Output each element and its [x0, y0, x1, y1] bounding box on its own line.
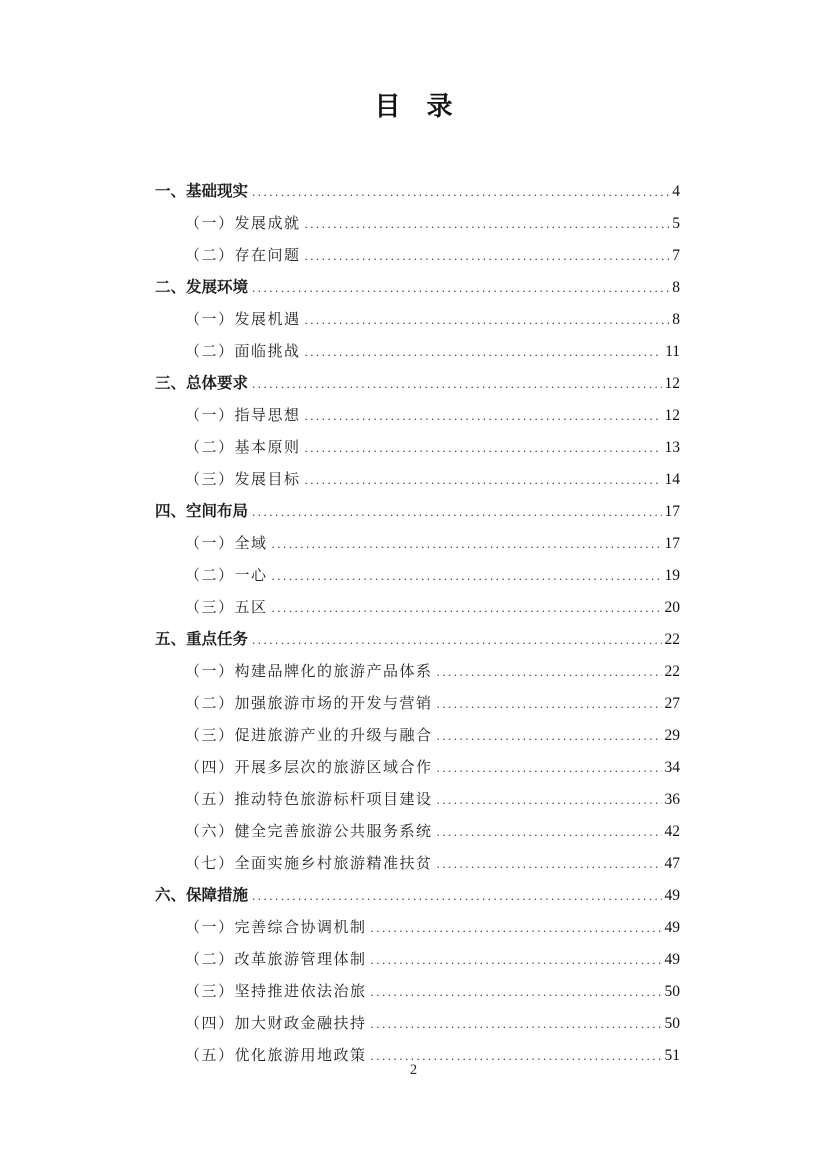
- toc-leader-dots: [371, 976, 662, 1008]
- toc-entry-page: 22: [664, 663, 680, 680]
- toc-entry[interactable]: [155, 624, 680, 656]
- toc-entry[interactable]: [155, 720, 680, 752]
- toc-entry[interactable]: [155, 368, 680, 400]
- toc-list: [155, 176, 680, 1072]
- toc-entry-label: （七）全面实施乡村旅游精准扶贫: [185, 856, 433, 872]
- toc-leader-dots: [371, 1008, 662, 1040]
- toc-entry-page: 49: [664, 919, 680, 936]
- toc-entry-label: （五）推动特色旅游标杆项目建设: [185, 792, 433, 808]
- toc-entry-page: 4: [672, 183, 680, 200]
- toc-leader-dots: [252, 624, 661, 656]
- toc-entry-page: 11: [665, 343, 680, 360]
- toc-entry-page: 49: [664, 951, 680, 968]
- toc-entry[interactable]: [155, 528, 680, 560]
- toc-entry[interactable]: [155, 176, 680, 208]
- toc-entry[interactable]: [155, 304, 680, 336]
- toc-leader-dots: [252, 496, 661, 528]
- toc-entry[interactable]: [155, 688, 680, 720]
- toc-leader-dots: [437, 688, 662, 720]
- toc-entry-page: 17: [664, 535, 680, 552]
- toc-entry[interactable]: [155, 240, 680, 272]
- toc-leader-dots: [371, 912, 662, 944]
- toc-entry-label: （四）加大财政金融扶持: [185, 1016, 367, 1032]
- toc-entry-label: （一）指导思想: [185, 408, 301, 424]
- toc-entry-page: 27: [664, 695, 680, 712]
- toc-entry-label: （一）发展成就: [185, 216, 301, 232]
- toc-leader-dots: [437, 752, 662, 784]
- toc-entry-page: 17: [664, 503, 680, 520]
- toc-title: 目 录: [374, 91, 453, 121]
- toc-entry-label: （三）促进旅游产业的升级与融合: [185, 728, 433, 744]
- toc-entry-label: （一）完善综合协调机制: [185, 920, 367, 936]
- toc-entry[interactable]: [155, 880, 680, 912]
- toc-entry-label: （二）基本原则: [185, 440, 301, 456]
- toc-leader-dots: [305, 432, 662, 464]
- toc-entry-label: （一）发展机遇: [185, 312, 301, 328]
- toc-entry[interactable]: [155, 336, 680, 368]
- toc-entry-label: 二、发展环境: [155, 279, 249, 296]
- toc-entry-label: （二）存在问题: [185, 248, 301, 264]
- toc-entry-page: 20: [664, 599, 680, 616]
- toc-leader-dots: [437, 720, 662, 752]
- toc-entry-page: 8: [672, 311, 680, 328]
- toc-entry-page: 34: [664, 759, 680, 776]
- toc-entry[interactable]: [155, 432, 680, 464]
- toc-entry-page: 12: [664, 407, 680, 424]
- toc-entry-page: 12: [664, 375, 680, 392]
- toc-leader-dots: [305, 304, 670, 336]
- toc-entry-page: 22: [664, 631, 680, 648]
- toc-entry-page: 47: [664, 855, 680, 872]
- toc-entry-label: （三）五区: [185, 600, 268, 616]
- toc-entry-label: （一）构建品牌化的旅游产品体系: [185, 664, 433, 680]
- toc-entry-page: 36: [664, 791, 680, 808]
- toc-entry[interactable]: [155, 912, 680, 944]
- toc-leader-dots: [437, 784, 662, 816]
- toc-entry-label: 四、空间布局: [155, 503, 249, 520]
- toc-entry[interactable]: [155, 208, 680, 240]
- toc-entry-label: （二）面临挑战: [185, 344, 301, 360]
- toc-entry-page: 50: [664, 1015, 680, 1032]
- toc-entry-page: 42: [664, 823, 680, 840]
- toc-leader-dots: [252, 272, 669, 304]
- toc-entry-label: 三、总体要求: [155, 375, 249, 392]
- toc-entry-page: 7: [672, 247, 680, 264]
- toc-entry-page: 49: [664, 887, 680, 904]
- toc-entry-page: 19: [664, 567, 680, 584]
- toc-leader-dots: [272, 592, 662, 624]
- toc-entry-page: 13: [664, 439, 680, 456]
- toc-leader-dots: [252, 368, 661, 400]
- toc-entry-label: （四）开展多层次的旅游区域合作: [185, 760, 433, 776]
- toc-entry-page: 50: [664, 983, 680, 1000]
- toc-entry-page: 29: [664, 727, 680, 744]
- toc-entry-page: 5: [672, 215, 680, 232]
- toc-leader-dots: [305, 208, 670, 240]
- toc-leader-dots: [305, 464, 662, 496]
- toc-entry-page: 51: [664, 1047, 680, 1064]
- toc-entry[interactable]: [155, 496, 680, 528]
- toc-entry[interactable]: [155, 656, 680, 688]
- toc-entry[interactable]: [155, 400, 680, 432]
- toc-leader-dots: [305, 336, 663, 368]
- toc-leader-dots: [437, 656, 662, 688]
- toc-entry-label: （二）加强旅游市场的开发与营销: [185, 696, 433, 712]
- toc-entry[interactable]: [155, 848, 680, 880]
- toc-entry[interactable]: [155, 816, 680, 848]
- footer-page-number: 2: [409, 1062, 418, 1078]
- toc-entry[interactable]: [155, 560, 680, 592]
- toc-entry[interactable]: [155, 1008, 680, 1040]
- toc-entry-page: 14: [664, 471, 680, 488]
- toc-leader-dots: [252, 176, 669, 208]
- toc-entry-label: （五）优化旅游用地政策: [185, 1048, 367, 1064]
- toc-entry-label: 一、基础现实: [155, 183, 249, 200]
- toc-entry[interactable]: [155, 752, 680, 784]
- toc-entry-label: 六、保障措施: [155, 887, 249, 904]
- toc-entry[interactable]: [155, 464, 680, 496]
- toc-entry[interactable]: [155, 272, 680, 304]
- toc-entry[interactable]: [155, 784, 680, 816]
- toc-leader-dots: [437, 848, 662, 880]
- toc-entry-label: （三）坚持推进依法治旅: [185, 984, 367, 1000]
- toc-leader-dots: [305, 400, 662, 432]
- toc-entry-label: （二）改革旅游管理体制: [185, 952, 367, 968]
- toc-leader-dots: [272, 528, 662, 560]
- toc-entry-label: 五、重点任务: [155, 631, 249, 648]
- toc-entry[interactable]: [155, 592, 680, 624]
- toc-entry-label: （三）发展目标: [185, 472, 301, 488]
- toc-leader-dots: [371, 944, 662, 976]
- toc-leader-dots: [272, 560, 662, 592]
- toc-entry[interactable]: [155, 944, 680, 976]
- toc-leader-dots: [437, 816, 662, 848]
- toc-entry-page: 8: [672, 279, 680, 296]
- toc-entry-label: （二）一心: [185, 568, 268, 584]
- toc-entry-label: （六）健全完善旅游公共服务系统: [185, 824, 433, 840]
- toc-entry-label: （一）全域: [185, 536, 268, 552]
- toc-leader-dots: [252, 880, 661, 912]
- toc-leader-dots: [305, 240, 670, 272]
- toc-entry[interactable]: [155, 976, 680, 1008]
